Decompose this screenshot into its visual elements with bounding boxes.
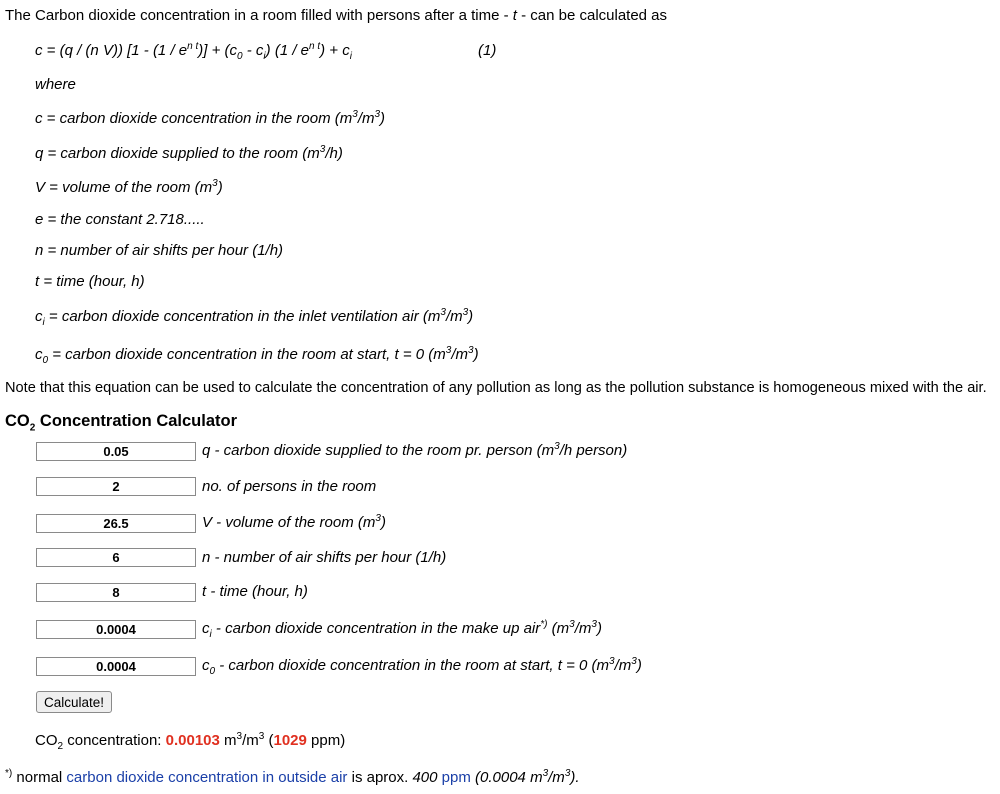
air-shifts-input[interactable] [36,548,196,567]
ci-label: $c_i$ - carbon dioxide concentration in the make up air*) $(m^3/m^3)$ [202,619,602,640]
equation-number: (1) [478,42,497,59]
air-shifts-label: n - number of air shifts per hour (1/h) [202,549,447,566]
time-label: t - time (hour, h) [202,583,308,600]
definition-e: e = the constant 2.718..... [35,211,205,228]
persons-count-label: no. of persons in the room [202,478,377,495]
room-volume-input[interactable] [36,514,196,533]
ci-input[interactable] [36,620,196,639]
room-volume-label: V - volume of the room $(m^3)$ [202,513,386,531]
q-per-person-input[interactable] [36,442,196,461]
c0-input[interactable] [36,657,196,676]
ppm-link[interactable]: ppm [437,769,471,786]
intro-text: The Carbon dioxide concentration in a room filled with persons after a time - t - can be calculated as [5,7,668,24]
definition-q: q = carbon dioxide supplied to the room $(m^3/h)$ [35,144,343,162]
where-label: where [35,76,76,93]
result-line: $CO_2$ concentration: 0.00103 $m^3/m^3$ (1029 ppm) [35,731,346,752]
result-ppm: 1029 [273,732,307,749]
equation: c = (q / (n V)) $[1 - (1 / e^{n t})] + (c_0 - c_i)$ $(1 / e^{n t}) + c_i$ [35,41,352,62]
footnote: *) normal carbon dioxide concentration in outside air is aprox. 400 ppm (0.0004 $m^3/m^3$). [5,768,580,786]
definition-n: n = number of air shifts per hour (1/h) [35,242,284,259]
definition-v: V = volume of the room $(m^3)$ [35,178,223,196]
calculate-button[interactable]: Calculate! [36,691,112,713]
definition-t: t = time (hour, h) [35,273,145,290]
c0-label: $c_0$ - carbon dioxide concentration in the room at start, t = 0 $(m^3/m^3)$ [202,656,642,677]
outside-air-co2-link[interactable]: carbon dioxide concentration in outside air [66,769,348,786]
persons-count-input[interactable] [36,477,196,496]
definition-c: c = carbon dioxide concentration in the room $(m^3/m^3)$ [35,109,386,127]
time-input[interactable] [36,583,196,602]
q-per-person-label: q - carbon dioxide supplied to the room pr. person ($m^3/h$ person) [202,441,628,459]
definition-c0: $c_0$ = carbon dioxide concentration in the room at start, t = 0 $(m^3/m^3)$ [35,345,479,366]
definition-ci: $c_i$ = carbon dioxide concentration in the inlet ventilation air $(m^3/m^3)$ [35,307,474,328]
calculator-title: $CO_2$ Concentration Calculator [5,412,238,434]
result-value: 0.00103 [165,732,220,749]
note-text: Note that this equation can be used to calculate the concentration of any pollution as long as the pollution substance is homogeneous mixed with the air. [5,380,987,396]
